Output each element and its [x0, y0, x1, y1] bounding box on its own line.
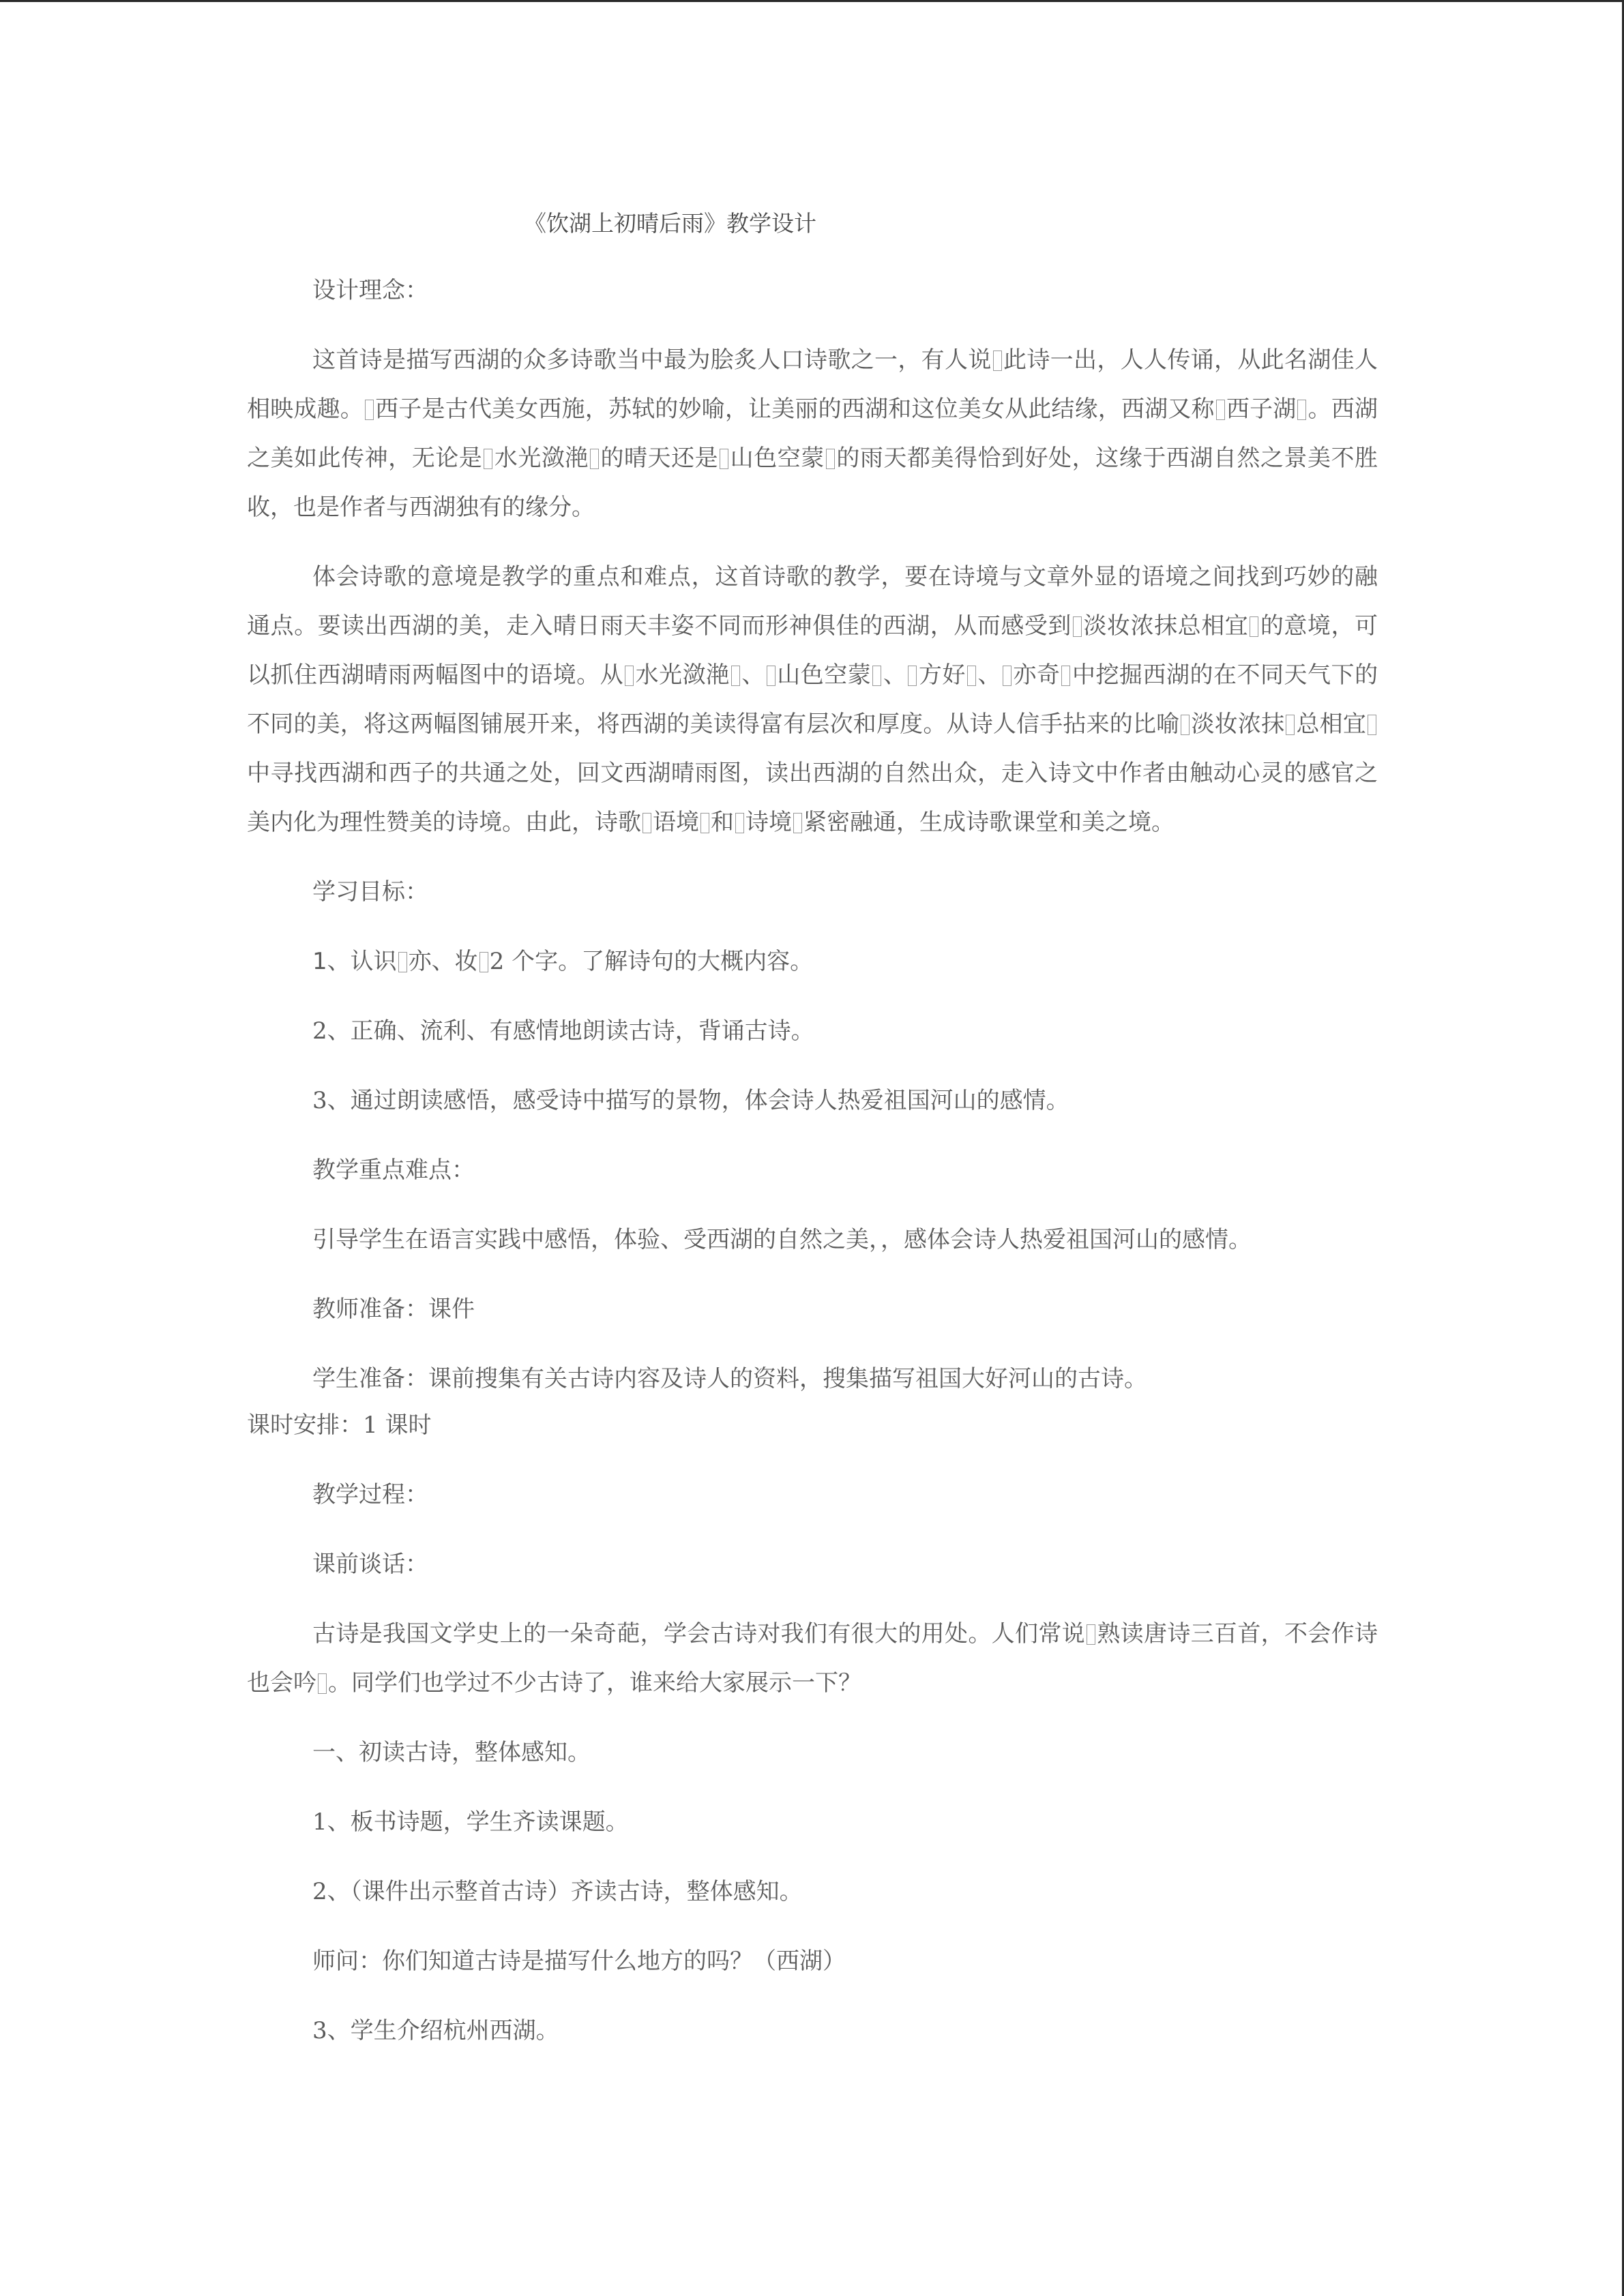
paragraph-design-2: 体会诗歌的意境是教学的重点和难点，这首诗歌的教学，要在诗境与文章外显的语境之间找到巧妙的融通点。要读出西湖的美，走入晴日雨天丰姿不同而形神俱佳的西湖，从而感受到 淡妆浓抹总相宜 的意境，可以抓住西湖晴雨两幅图中的语境。从 水光潋滟 、 山色空蒙 、 方好 、 亦奇 中挖掘西湖的在不同天气下的不同的美，将这两幅图铺展开来，将西湖的美读得富有层次和厚度。从诗人信手拈来的比喻 淡妆浓抹 总相宜中寻找西湖和西子的共通之处，回文西湖晴雨图，读出西湖的自然出众，走入诗文中作者由触动心灵的感官之美内化为理性赞美的诗境。由此，诗歌 语境 和 诗境 紧密融通，生成诗歌课堂和美之境。 [247, 563, 1378, 836]
pre-talk-paragraph: 古诗是我国文学史上的一朵奇葩，学会古诗对我们有很大的用处。人们常说 熟读唐诗三百首，不会作诗也会吟 。同学们也学过不少古诗了，谁来给大家展示一下？ [247, 1620, 1378, 1697]
missing-glyph-box [700, 813, 709, 833]
missing-glyph-box [993, 351, 1002, 371]
missing-glyph-box [1216, 400, 1225, 420]
document-title: 《饮湖上初晴后雨》教学设计 [524, 210, 816, 237]
missing-glyph-box [398, 952, 407, 972]
teacher-question: 师问：你们知道古诗是描写什么地方的吗？（西湖） [312, 1948, 846, 1975]
missing-glyph-box [1368, 715, 1376, 735]
missing-glyph-box [590, 449, 599, 469]
missing-glyph-box [1181, 715, 1190, 735]
missing-glyph-box [1286, 715, 1295, 735]
missing-glyph-box [908, 666, 917, 686]
missing-glyph-box [967, 666, 976, 686]
learning-goals-label: 学习目标： [312, 878, 428, 906]
missing-glyph-box [1073, 616, 1082, 637]
design-concept-label: 设计理念： [312, 277, 428, 304]
missing-glyph-box [1061, 666, 1070, 686]
missing-glyph-box [1297, 400, 1306, 420]
missing-glyph-box [793, 813, 802, 833]
process-label: 教学过程： [312, 1481, 428, 1508]
missing-glyph-box [484, 449, 492, 469]
paragraph-design-1: 这首诗是描写西湖的众多诗歌当中最为脍炙人口诗歌之一，有人说 此诗一出，人人传诵，从此名湖佳人相映成趣。 西子是古代美女西施，苏轼的妙喻，让美丽的西湖和这位美女从此结缘，西湖又称 西子湖 。西湖之美如此传神，无论是 水光潋滟 的晴天还是 山色空蒙 的雨天都美得恰到好处，这缘于西湖自然之景美不胜收，也是作者与西湖独有的缘分。 [247, 346, 1378, 521]
goal-2: 2、正确、流利、有感情地朗读古诗，背诵古诗。 [312, 1017, 814, 1045]
document-body [247, 266, 1378, 2055]
missing-glyph-box [731, 666, 740, 686]
missing-glyph-box [318, 1673, 327, 1694]
missing-glyph-box [872, 666, 881, 686]
pre-talk-label: 课前谈话： [312, 1551, 428, 1578]
missing-glyph-box [365, 400, 374, 420]
step-1-2: 2、（课件出示整首古诗）齐读古诗，整体感知。 [312, 1878, 803, 1905]
missing-glyph-box [643, 813, 651, 833]
step-1-label: 一、初读古诗，整体感知。 [312, 1739, 591, 1766]
top-border-line [0, 0, 1624, 2]
goal-3: 3、通过朗读感悟，感受诗中描写的景物，体会诗人热爱祖国河山的感情。 [312, 1087, 1069, 1114]
missing-glyph-box [735, 813, 744, 833]
teacher-prep: 教师准备：课件 [312, 1296, 475, 1323]
goal-1: 1、认识 亦、妆 2 个字。了解诗句的大概内容。 [312, 948, 814, 975]
missing-glyph-box [826, 449, 835, 469]
step-1-1: 1、板书诗题，学生齐读课题。 [312, 1808, 629, 1836]
missing-glyph-box [625, 666, 634, 686]
schedule: 课时安排：1 课时 [247, 1412, 432, 1439]
missing-glyph-box [1087, 1624, 1095, 1645]
missing-glyph-box [479, 952, 488, 972]
missing-glyph-box [1003, 666, 1012, 686]
student-prep: 学生准备：课前搜集有关古诗内容及诗人的资料，搜集描写祖国大好河山的古诗。 [312, 1365, 1147, 1392]
step-1-3: 3、学生介绍杭州西湖。 [312, 2017, 559, 2044]
missing-glyph-box [767, 666, 776, 686]
missing-glyph-box [1250, 616, 1258, 637]
key-points-label: 教学重点难点： [312, 1157, 475, 1184]
key-points-text: 引导学生在语言实践中感悟，体验、受西湖的自然之美，，感体会诗人热爱祖国河山的感情。 [312, 1226, 1252, 1253]
missing-glyph-box [720, 449, 728, 469]
